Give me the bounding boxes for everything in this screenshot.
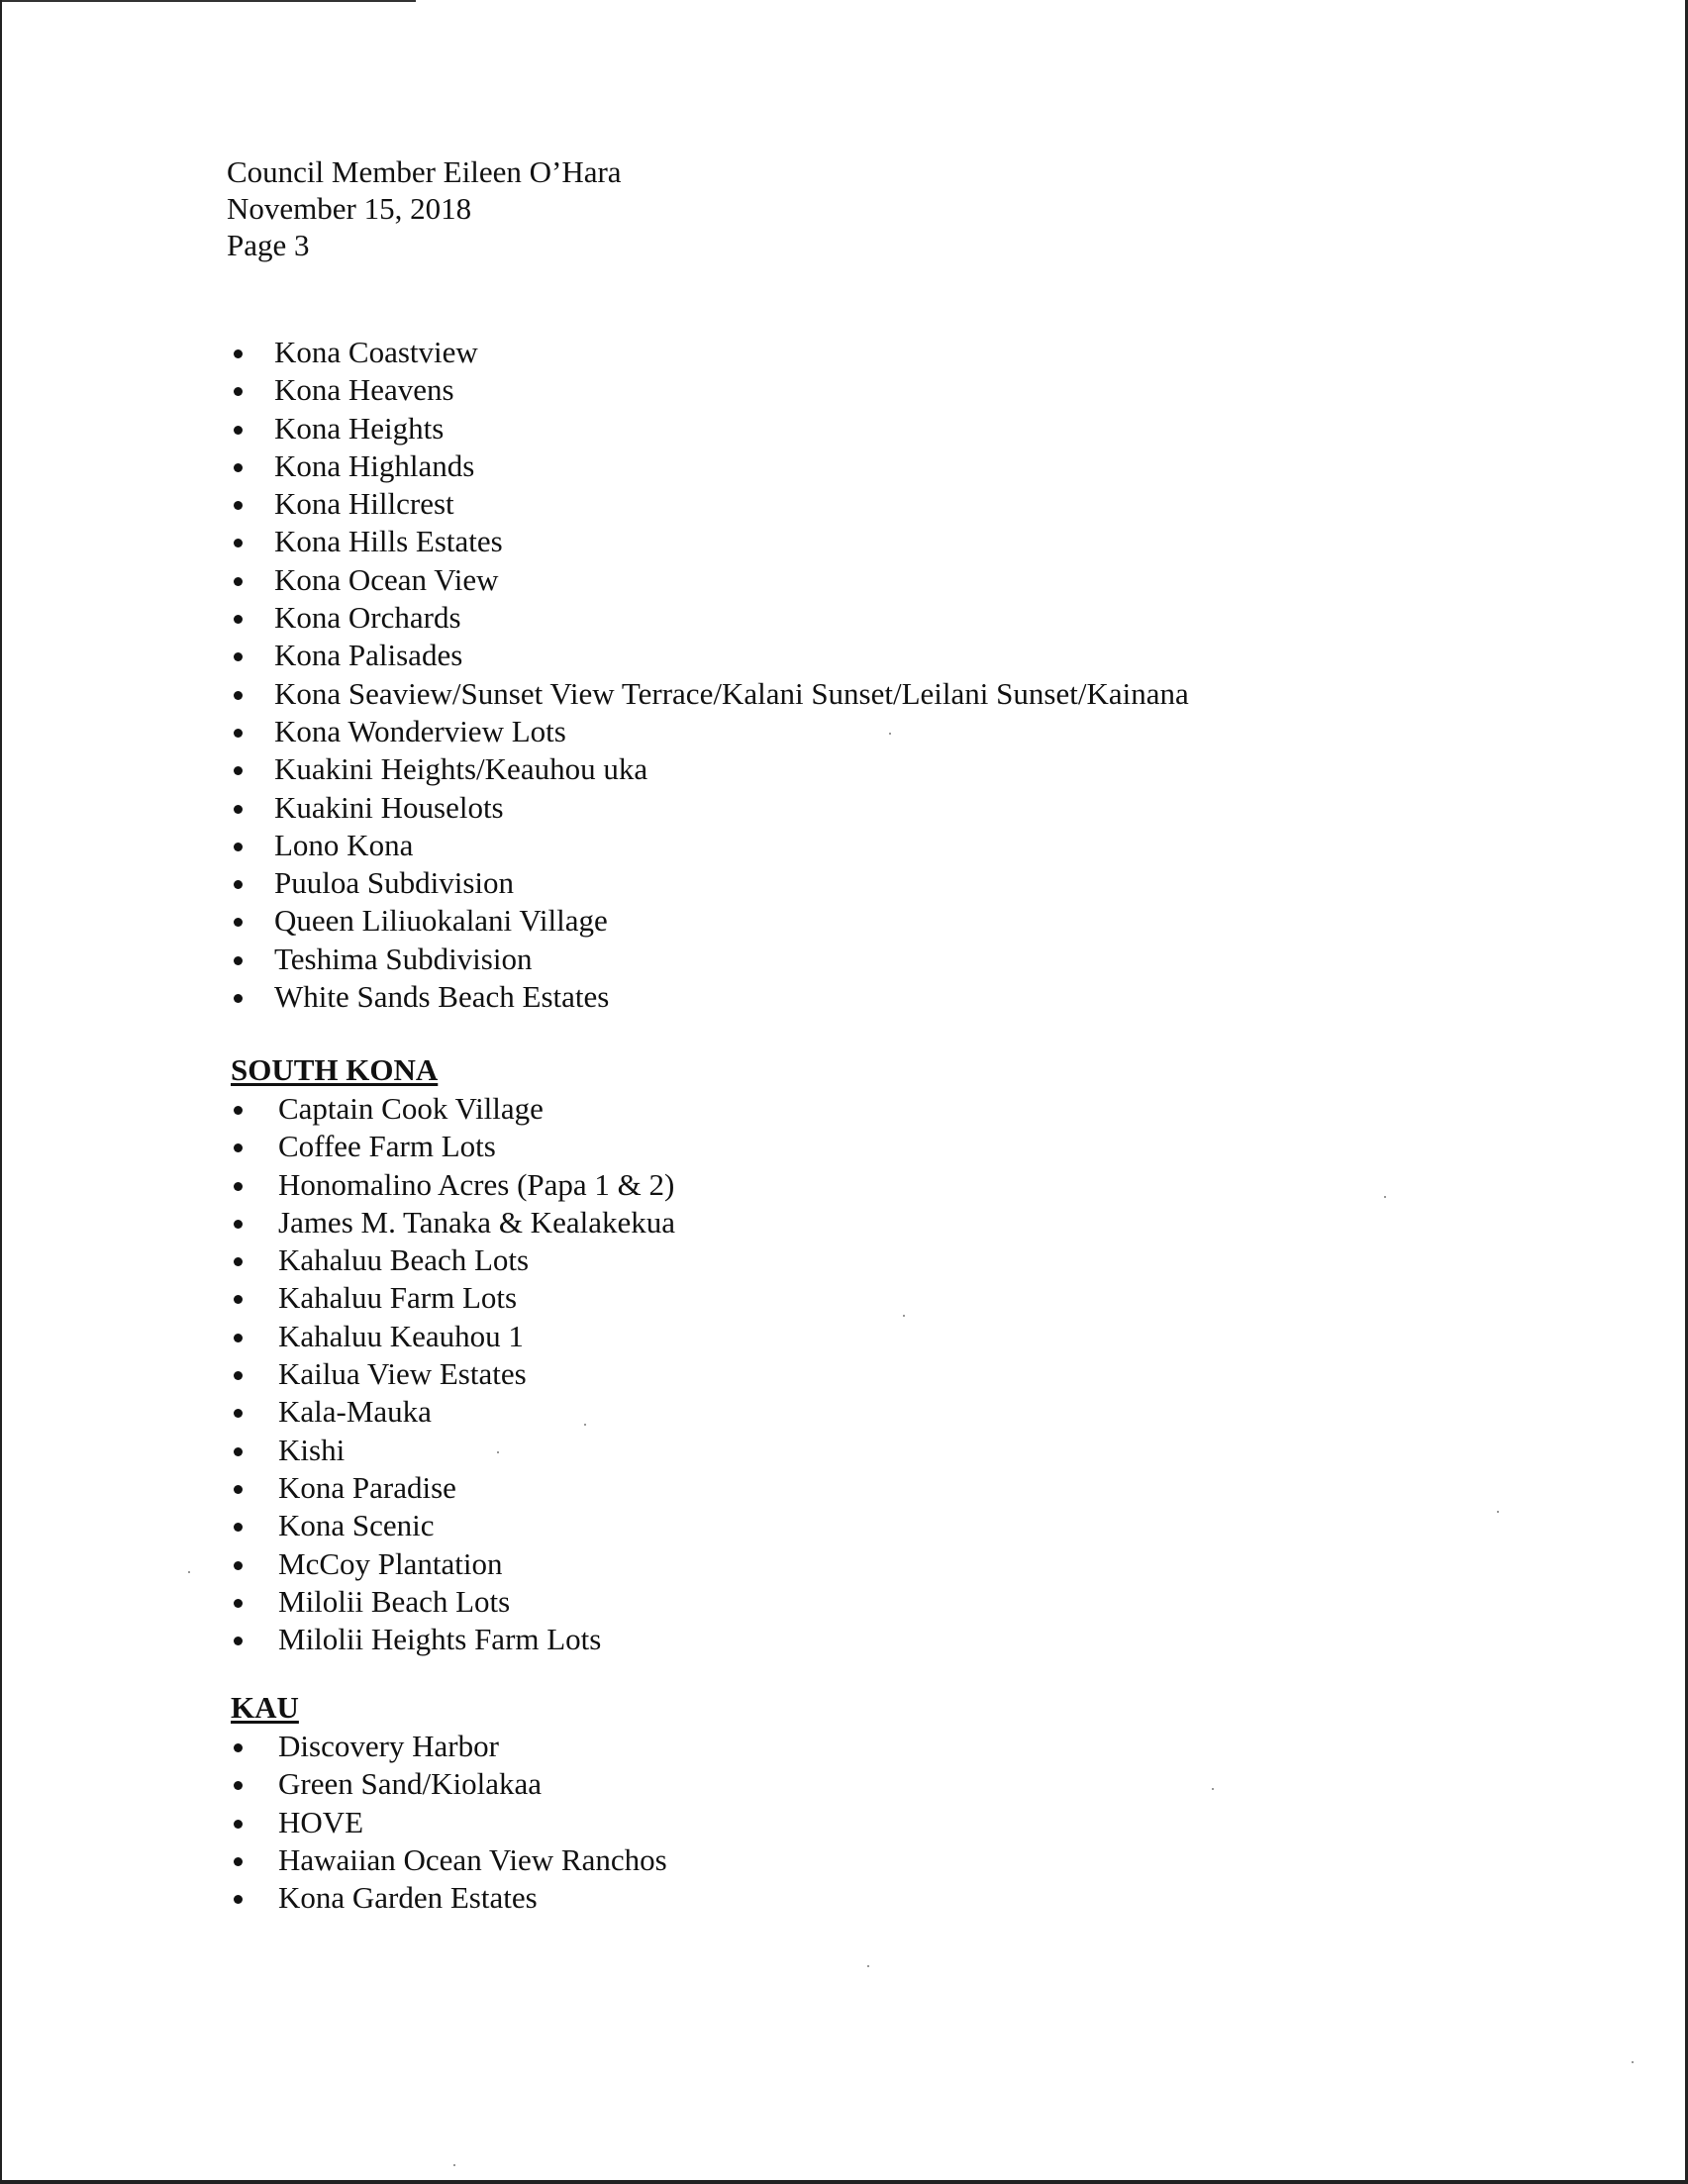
bullet-icon <box>234 387 243 396</box>
list-item-label: Milolii Heights Farm Lots <box>278 1622 602 1657</box>
list-item <box>232 1507 675 1544</box>
list-item <box>232 637 1189 674</box>
list-item <box>232 1879 667 1917</box>
list-item <box>232 334 1189 371</box>
bullet-icon <box>234 1257 243 1266</box>
scan-speck <box>497 1451 499 1453</box>
letter-header <box>227 153 622 263</box>
list-item-label: Kona Seaview/Sunset View Terrace/Kalani Sunset/Leilani Sunset/Kainana <box>274 675 1189 711</box>
list-item <box>232 713 1189 750</box>
bullet-icon <box>234 1599 243 1608</box>
list-item-label: Kona Hillcrest <box>274 486 454 522</box>
list-item-label: Kailua View Estates <box>278 1356 527 1392</box>
list-item-label: Kishi <box>278 1432 346 1467</box>
list-item <box>232 485 1189 523</box>
bullet-icon <box>234 1295 243 1304</box>
list-item-label: Queen Liliuokalani Village <box>274 903 608 939</box>
list-item <box>232 447 1189 485</box>
list-item <box>232 1166 675 1204</box>
bullet-icon <box>234 1820 243 1829</box>
list-item-label: Kona Heavens <box>274 372 454 408</box>
scan-edge-top <box>0 0 416 2</box>
list-item-label: White Sands Beach Estates <box>274 979 610 1015</box>
bullet-icon <box>234 539 243 547</box>
bullet-icon <box>234 1334 243 1342</box>
list-item-label: Kona Garden Estates <box>278 1880 538 1916</box>
list-item <box>232 978 1189 1016</box>
list-item <box>232 1318 675 1355</box>
list-item <box>232 1355 675 1393</box>
scan-speck <box>1384 1196 1386 1198</box>
date-line: November 15, 2018 <box>227 191 472 226</box>
scan-speck <box>584 1424 586 1426</box>
list-item-label: Honomalino Acres (Papa 1 & 2) <box>278 1166 675 1202</box>
list-item-label: Discovery Harbor <box>278 1729 499 1763</box>
list-item <box>232 523 1189 560</box>
list-item-label: Kona Highlands <box>274 447 475 483</box>
list-item <box>232 1545 675 1583</box>
list-item-label: Puuloa Subdivision <box>274 865 515 901</box>
list-item <box>232 1841 667 1879</box>
section-heading-south-kona: SOUTH KONA <box>231 1052 439 1087</box>
bullet-icon <box>234 805 243 814</box>
list-item <box>232 1728 667 1765</box>
list-item-label: Kona Wonderview Lots <box>274 713 566 748</box>
list-item-label: Coffee Farm Lots <box>278 1129 496 1164</box>
list-item-label: Green Sand/Kiolakaa <box>278 1766 542 1802</box>
scan-speck <box>453 2164 455 2166</box>
list-item <box>232 1204 675 1241</box>
list-item <box>232 1128 675 1165</box>
scan-speck <box>889 733 891 735</box>
bullet-icon <box>234 652 243 661</box>
list-item-label: HOVE <box>278 1804 364 1839</box>
list-item-label: Kona Hills Estates <box>274 524 503 559</box>
bullet-icon <box>234 880 243 889</box>
list-item-label: Kahaluu Beach Lots <box>278 1242 530 1278</box>
scan-speck <box>903 1315 905 1317</box>
list-item-label: Lono Kona <box>274 827 414 862</box>
list-item-label: Kona Paradise <box>278 1469 456 1505</box>
bullet-icon <box>234 1220 243 1229</box>
list-item <box>232 750 1189 788</box>
section-heading-kau: KAU <box>231 1690 299 1725</box>
bullet-icon <box>234 577 243 586</box>
bullet-icon <box>234 729 243 738</box>
scan-speck <box>188 1571 190 1573</box>
list-item-label: Kona Heights <box>274 410 445 446</box>
bullet-icon <box>234 956 243 965</box>
recipient-line: Council Member Eileen O’Hara <box>227 154 622 189</box>
list-item-label: Kahaluu Farm Lots <box>278 1280 518 1316</box>
list-item <box>232 561 1189 599</box>
bullet-icon <box>234 843 243 851</box>
list-item-label: Kona Ocean View <box>274 561 499 597</box>
list-item-label: Hawaiian Ocean View Ranchos <box>278 1841 667 1877</box>
bullet-icon <box>234 501 243 510</box>
list-item <box>232 1241 675 1279</box>
bullet-icon <box>234 1561 243 1570</box>
list-item-label: Kuakini Heights/Keauhou uka <box>274 751 648 787</box>
list-item-label: James M. Tanaka & Kealakekua <box>278 1204 675 1240</box>
bullet-icon <box>234 1409 243 1418</box>
list-item <box>232 864 1189 902</box>
scan-speck <box>1497 1511 1499 1513</box>
list-item <box>232 410 1189 447</box>
bullet-icon <box>234 1895 243 1904</box>
list-item <box>232 1621 675 1658</box>
kau-subdivision-list <box>232 1728 667 1917</box>
scan-edge-bottom <box>0 2180 1688 2184</box>
list-item <box>232 1279 675 1317</box>
bullet-icon <box>234 1637 243 1645</box>
bullet-icon <box>234 1182 243 1191</box>
bullet-icon <box>234 918 243 927</box>
bullet-icon <box>234 1143 243 1152</box>
list-item-label: Kona Scenic <box>278 1508 435 1543</box>
list-item <box>232 789 1189 827</box>
list-item <box>232 1765 667 1803</box>
bullet-icon <box>234 766 243 775</box>
bullet-icon <box>234 1485 243 1494</box>
list-item <box>232 1393 675 1431</box>
bullet-icon <box>234 615 243 624</box>
bullet-icon <box>234 1371 243 1380</box>
list-item-label: Captain Cook Village <box>278 1091 544 1126</box>
list-item-label: Kona Coastview <box>274 335 478 369</box>
bullet-icon <box>234 463 243 472</box>
list-item <box>232 1432 675 1469</box>
bullet-icon <box>234 1857 243 1866</box>
south-kona-subdivision-list <box>232 1090 675 1658</box>
list-item <box>232 1583 675 1621</box>
scan-edge-left <box>0 0 2 2184</box>
bullet-icon <box>234 1743 243 1752</box>
scan-speck <box>867 1965 869 1967</box>
list-item <box>232 371 1189 409</box>
list-item-label: Kona Orchards <box>274 600 461 636</box>
list-item-label: Kahaluu Keauhou 1 <box>278 1318 524 1353</box>
list-item-label: Kuakini Houselots <box>274 789 504 825</box>
list-item <box>232 1804 667 1841</box>
north-kona-subdivision-list <box>232 334 1189 1016</box>
bullet-icon <box>234 1447 243 1456</box>
list-item <box>232 599 1189 637</box>
scan-speck <box>1212 1788 1214 1790</box>
bullet-icon <box>234 1523 243 1532</box>
list-item <box>232 1469 675 1507</box>
list-item <box>232 941 1189 978</box>
list-item <box>232 675 1189 713</box>
list-item-label: McCoy Plantation <box>278 1545 503 1581</box>
list-item <box>232 1090 675 1128</box>
list-item-label: Teshima Subdivision <box>274 941 533 976</box>
bullet-icon <box>234 1106 243 1115</box>
bullet-icon <box>234 994 243 1003</box>
bullet-icon <box>234 426 243 435</box>
scan-speck <box>1632 2061 1634 2063</box>
list-item-label: Kala-Mauka <box>278 1394 432 1430</box>
list-item <box>232 827 1189 864</box>
list-item-label: Kona Palisades <box>274 638 463 673</box>
bullet-icon <box>234 1781 243 1790</box>
bullet-icon <box>234 349 243 358</box>
page-number: Page 3 <box>227 228 310 262</box>
list-item <box>232 902 1189 940</box>
bullet-icon <box>234 691 243 700</box>
list-item-label: Milolii Beach Lots <box>278 1583 511 1619</box>
